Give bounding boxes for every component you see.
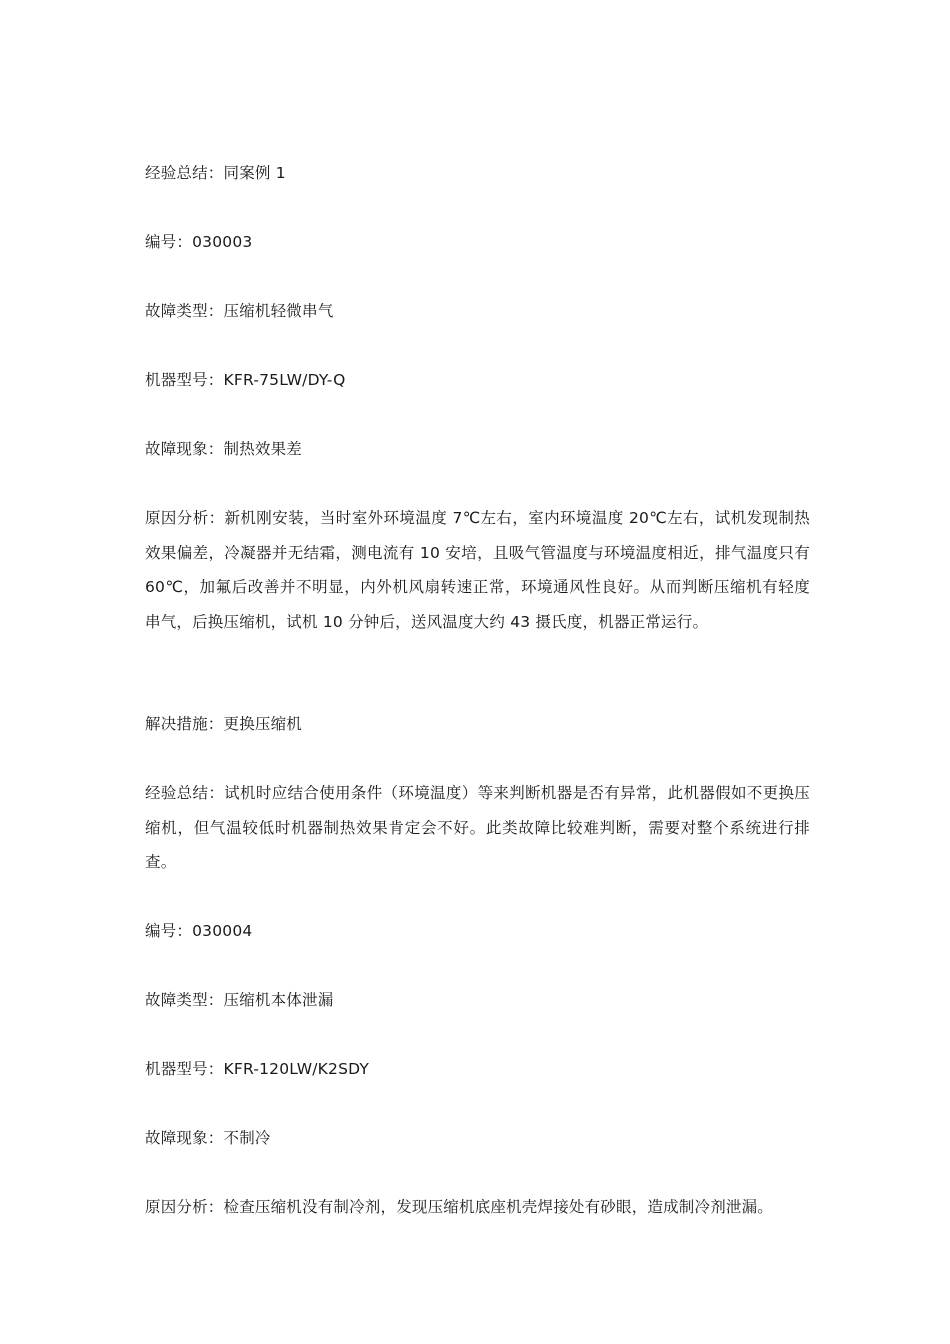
solution-paragraph-1: 解决措施：更换压缩机 — [145, 715, 303, 733]
symptom-paragraph-1: 故障现象：制热效果差 — [145, 440, 303, 458]
cause-analysis-paragraph-1: 原因分析：新机刚安装，当时室外环境温度 7℃左右，室内环境温度 20℃左右，试机发现制热效果偏差，冷凝器并无结霜，测电流有 10 安培，且吸气管温度与环境温度相近，排气温度只有 60℃，加氟后改善并不明显，内外机风扇转速正常，环境通风性良好。从而判断压缩机有轻度串气，后换压缩机，试机 10 分钟后，送风温度大约 43 摄氏度，机器正常运行。 — [145, 509, 810, 631]
model-paragraph-2: 机器型号：KFR-120LW/K2SDY — [145, 1060, 370, 1078]
symptom-paragraph-2: 故障现象：不制冷 — [145, 1129, 271, 1147]
summary-paragraph-2: 经验总结：试机时应结合使用条件（环境温度）等来判断机器是否有异常，此机器假如不更换压缩机，但气温较低时机器制热效果肯定会不好。此类故障比较难判断，需要对整个系统进行排查。 — [145, 784, 810, 871]
case-number-030004: 编号：030004 — [145, 922, 253, 940]
case-number-030003: 编号：030003 — [145, 233, 253, 251]
fault-type-paragraph-2: 故障类型：压缩机本体泄漏 — [145, 991, 334, 1009]
model-paragraph-1: 机器型号：KFR-75LW/DY-Q — [145, 371, 346, 389]
cause-analysis-paragraph-2: 原因分析：检查压缩机没有制冷剂，发现压缩机底座机壳焊接处有砂眼，造成制冷剂泄漏。 — [145, 1198, 774, 1216]
fault-type-paragraph-1: 故障类型：压缩机轻微串气 — [145, 302, 334, 320]
summary-paragraph-1: 经验总结：同案例 1 — [145, 164, 286, 182]
